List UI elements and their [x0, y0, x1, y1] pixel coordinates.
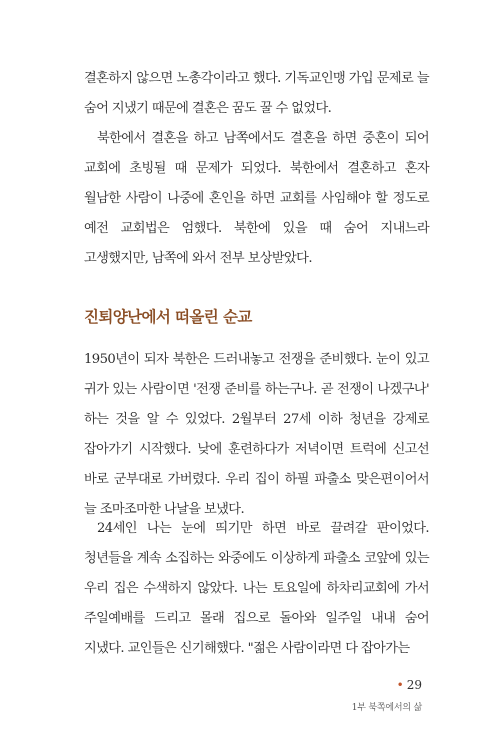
bullet-icon: •: [396, 678, 404, 692]
paragraph-2: 북한에서 결혼을 하고 남쪽에서도 결혼을 하면 중혼이 되어 교회에 초빙될 때 문제가 되었다. 북한에서 결혼하고 혼자 월남한 사람이 나중에 혼인을 하면 교회를 사임해야 할 정도로 예전 교회법은 엄했다. 북한에 있을 때 숨어 지내느라 고생했지만, 남쪽에 와서 전부 보상받았다.: [84, 131, 429, 266]
page-number: [397, 678, 422, 692]
running-footer: 1부 북쪽에서의 삶: [351, 703, 422, 713]
paragraph-3: 1950년이 되자 북한은 드러내놓고 전쟁을 준비했다. 눈이 있고 귀가 있는 사람이면 '전쟁 준비를 하는구나. 곧 전쟁이 나겠구나' 하는 것을 알 수 있었다. 2월부터 27세 이하 청년을 강제로 잡아가기 시작했다. 낮에 훈련하다가 저녁이면 트럭에 신고선 바로 군부대로 가버렸다. 우리 집이 하필 파출소 맞은편이어서 늘 조마조마한 나날을 보냈다.: [84, 352, 429, 517]
paragraph-1: 결혼하지 않으면 노총각이라고 했다. 기독교인맹 가입 문제로 늘 숨어 지냈기 때문에 결혼은 꿈도 꿀 수 없었다.: [84, 71, 429, 116]
section-heading: 진퇴양난에서 떠올린 순교: [84, 308, 252, 326]
page-number-value: 29: [406, 678, 422, 692]
paragraph-4: 24세인 나는 눈에 띄기만 하면 바로 끌려갈 판이었다. 청년들을 계속 소집하는 와중에도 이상하게 파출소 코앞에 있는 우리 집은 수색하지 않았다. 나는 토요일에 하차리교회에 가서 주일예배를 드리고 몰래 집으로 돌아와 일주일 내내 숨어 지냈다. 교인들은 신기해했다. "젊은 사람이라면 다 잡아가는: [84, 521, 429, 656]
